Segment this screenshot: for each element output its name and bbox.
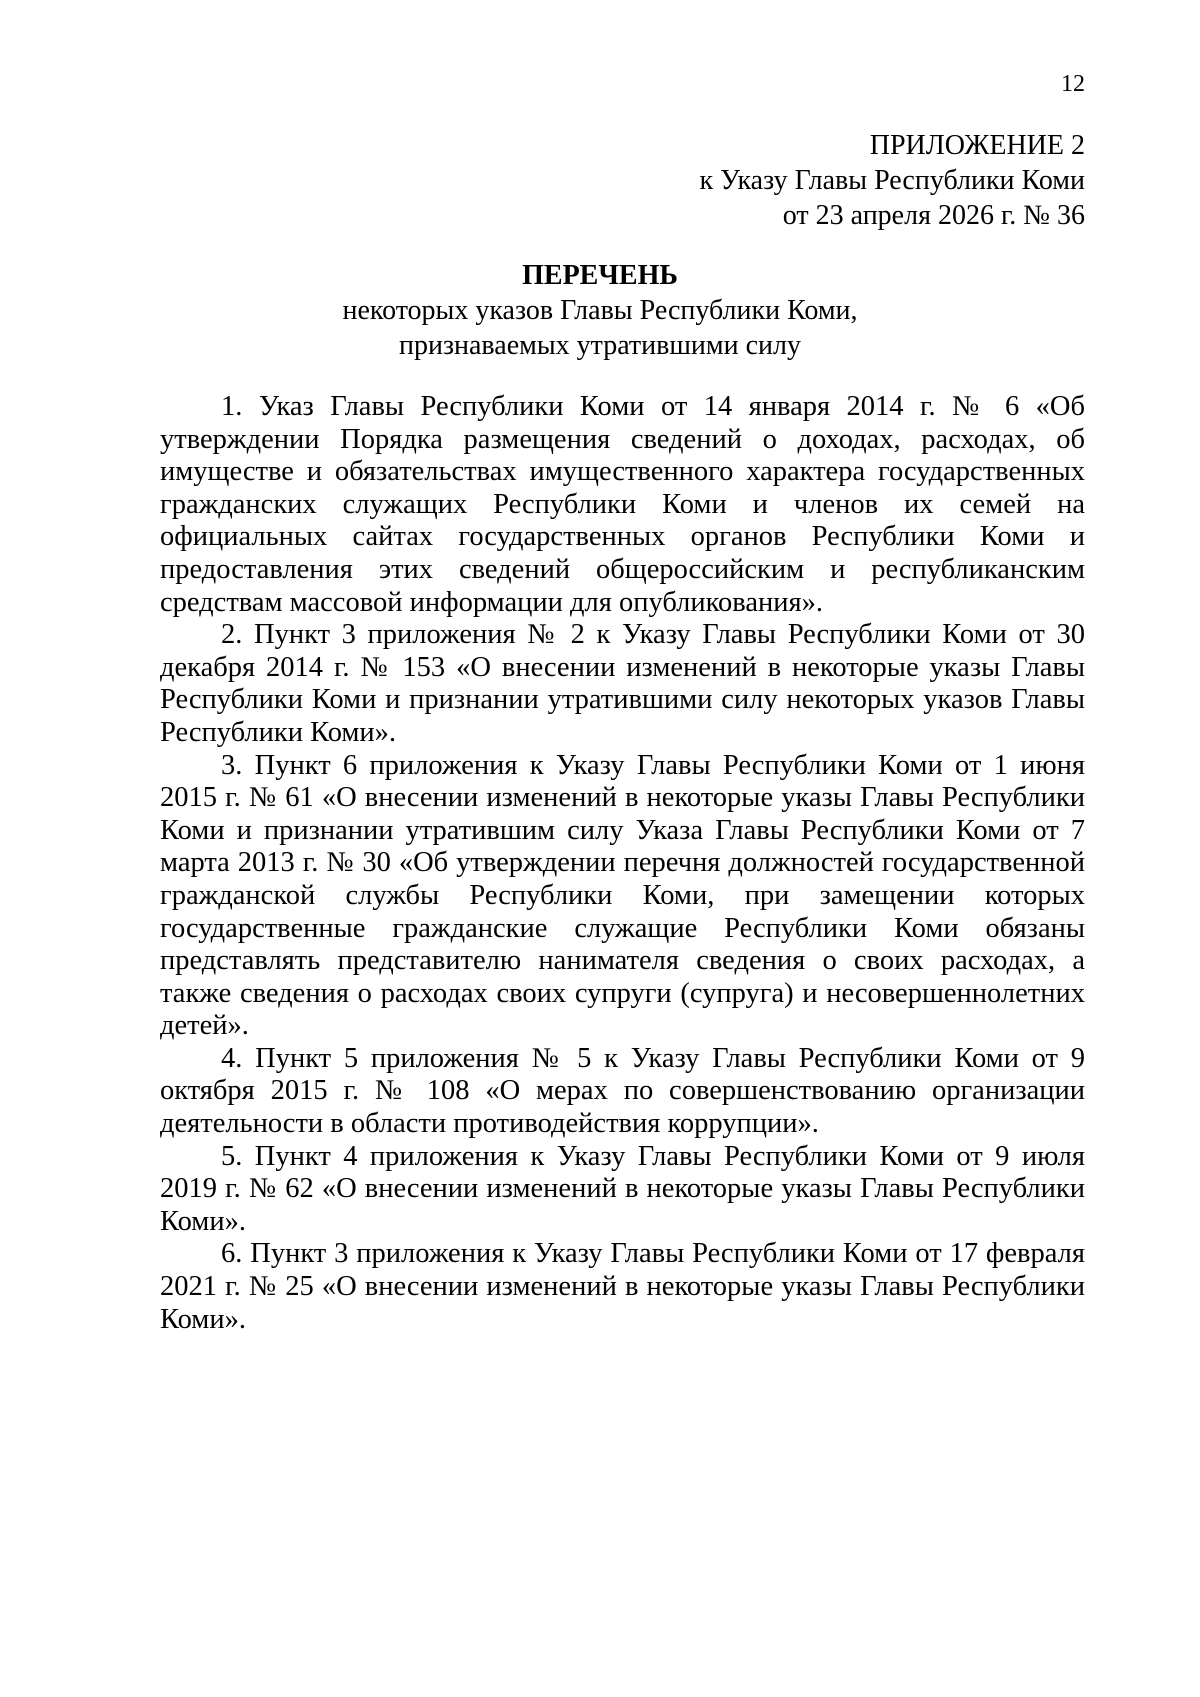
appendix-header [700,128,1085,233]
list-item: 3. Пункт 6 приложения к Указу Главы Республики Коми от 1 июня 2015 г. № 61 «О внесении изменений в некоторые указы Главы Республики Коми и признании утратившим силу Указа Главы Республики Коми от 7 марта 2013 г. № 30 «Об утверждении перечня должностей государственной гражданской службы Республики Коми, при замещении которых государственные гражданские служащие Республики Коми обязаны представлять представителю нанимателя сведения о своих расходах, а также сведения о расходах своих супруги (супруга) и несовершеннолетних детей». [160,749,1085,1042]
document-subtitle-line1: некоторых указов Главы Республики Коми, [342,295,858,326]
appendix-title: ПРИЛОЖЕНИЕ 2 [869,130,1085,161]
document-heading [0,258,1200,363]
list-item: 4. Пункт 5 приложения № 5 к Указу Главы Республики Коми от 9 октября 2015 г. № 108 «О мерах по совершенствованию организации деятельности в области противодействия коррупции». [160,1042,1085,1140]
list-item: 5. Пункт 4 приложения к Указу Главы Республики Коми от 9 июля 2019 г. № 62 «О внесении изменений в некоторые указы Главы Республики Коми». [160,1140,1085,1237]
list-item: 1. Указ Главы Республики Коми от 14 января 2014 г. № 6 «Об утверждении Порядка размещения сведений о доходах, расходах, об имуществе и обязательствах имущественного характера государственных гражданских служащих Республики Коми и членов их семей на официальных сайтах государственных органов Республики Коми и предоставления этих сведений общероссийским и республиканским средствам массовой информации для опубликования». [160,391,1085,618]
document-title: ПЕРЕЧЕНЬ [522,260,678,291]
page-number: 12 [1061,71,1085,97]
document-body [160,391,1085,1336]
appendix-decree-ref: к Указу Главы Республики Коми [699,165,1085,196]
appendix-decree-date: от 23 апреля 2026 г. № 36 [782,200,1085,231]
list-item: 6. Пункт 3 приложения к Указу Главы Республики Коми от 17 февраля 2021 г. № 25 «О внесении изменений в некоторые указы Главы Республики Коми». [160,1238,1085,1335]
document-subtitle-line2: признаваемых утратившими силу [398,330,802,361]
list-item: 2. Пункт 3 приложения № 2 к Указу Главы Республики Коми от 30 декабря 2014 г. № 153 «О внесении изменений в некоторые указы Главы Республики Коми и признании утратившими силу некоторых указов Главы Республики Коми». [160,619,1085,748]
